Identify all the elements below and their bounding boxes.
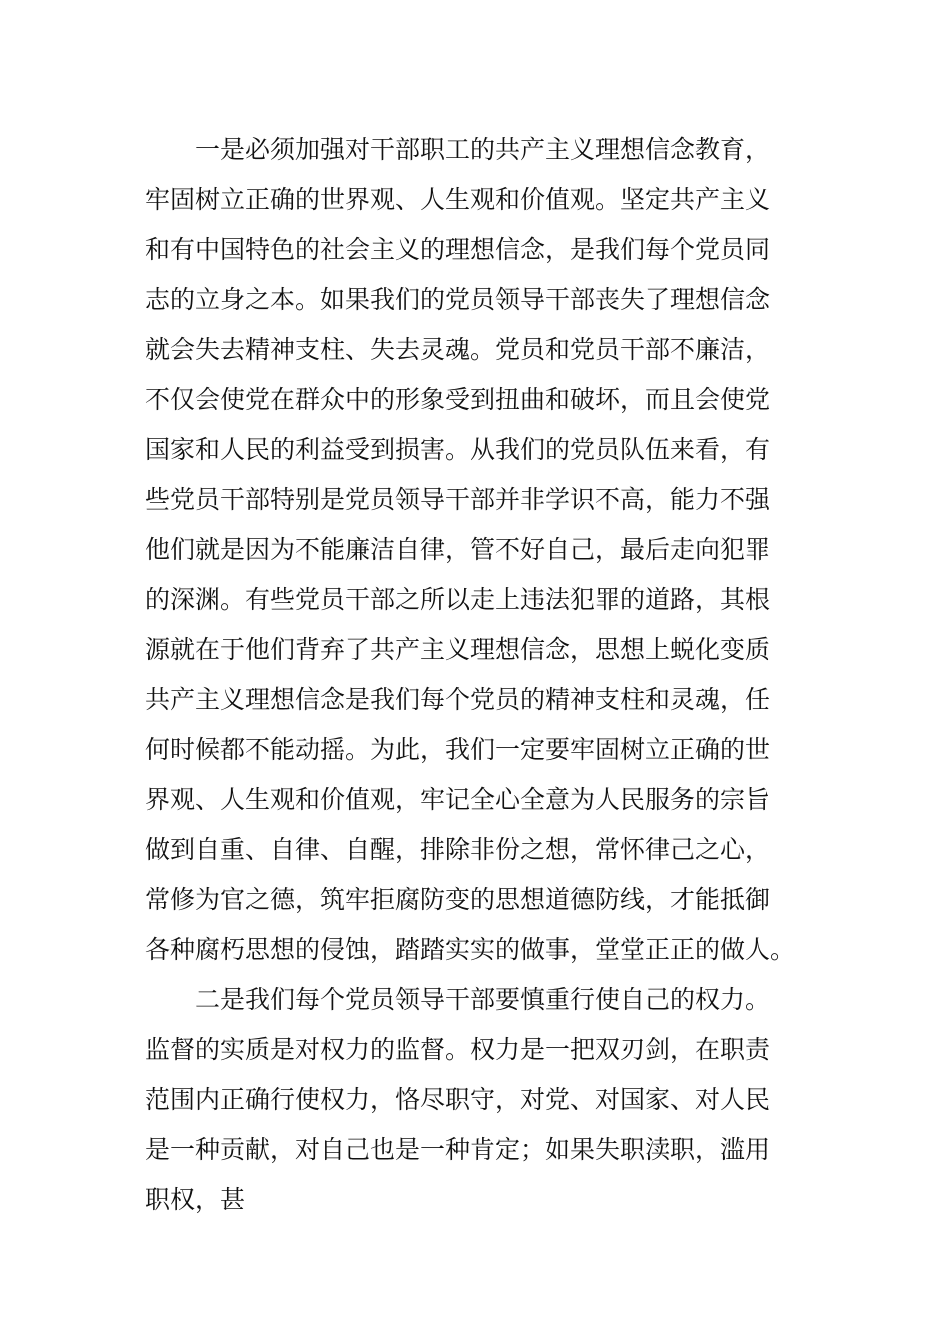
body-text: [145, 125, 815, 1225]
paragraph-2-line: 二是我们每个党员领导干部要慎重行使自己的权力。: [195, 985, 771, 1014]
paragraph-1-line: 牢固树立正确的世界观、人生观和价值观。坚定共产主义: [145, 185, 771, 214]
paragraph-1-line: 不仅会使党在群众中的形象受到扭曲和破坏，而且会使党: [145, 385, 771, 414]
paragraph-2-line: 是一种贡献，对自己也是一种肯定；如果失职渎职，滥用: [145, 1135, 771, 1164]
paragraph-1-line: 国家和人民的利益受到损害。从我们的党员队伍来看，有: [145, 435, 771, 464]
paragraph-1-line: 何时候都不能动摇。为此，我们一定要牢固树立正确的世: [145, 735, 771, 764]
paragraph-2-line: 范围内正确行使权力，恪尽职守，对党、对国家、对人民: [145, 1085, 771, 1114]
paragraph-1-line: 些党员干部特别是党员领导干部并非学识不高，能力不强: [145, 485, 771, 514]
paragraph-1-line: 一是必须加强对干部职工的共产主义理想信念教育，: [195, 135, 771, 164]
paragraph-1-line: 和有中国特色的社会主义的理想信念，是我们每个党员同: [145, 235, 771, 264]
paragraph-1-line: 他们就是因为不能廉洁自律，管不好自己，最后走向犯罪: [145, 535, 771, 564]
paragraph-1-line: 各种腐朽思想的侵蚀，踏踏实实的做事，堂堂正正的做人。: [145, 935, 796, 964]
paragraph-1-line: 界观、人生观和价值观，牢记全心全意为人民服务的宗旨: [145, 785, 771, 814]
paragraph-1-line: 志的立身之本。如果我们的党员领导干部丧失了理想信念: [145, 285, 771, 314]
paragraph-1-line: 做到自重、自律、自醒，排除非份之想，常怀律己之心，: [145, 835, 771, 864]
paragraph-1-line: 就会失去精神支柱、失去灵魂。党员和党员干部不廉洁，: [145, 335, 771, 364]
paragraph-2-line: 职权，甚: [145, 1185, 246, 1214]
paragraph-1-line: 共产主义理想信念是我们每个党员的精神支柱和灵魂，任: [145, 685, 771, 714]
paragraph-1-line: 的深渊。有些党员干部之所以走上违法犯罪的道路，其根: [145, 585, 771, 614]
paragraph-2-line: 监督的实质是对权力的监督。权力是一把双刃剑，在职责: [145, 1035, 771, 1064]
paragraph-1-line: 常修为官之德，筑牢拒腐防变的思想道德防线，才能抵御: [145, 885, 771, 914]
paragraph-1-line: 源就在于他们背弃了共产主义理想信念，思想上蜕化变质: [145, 635, 771, 664]
